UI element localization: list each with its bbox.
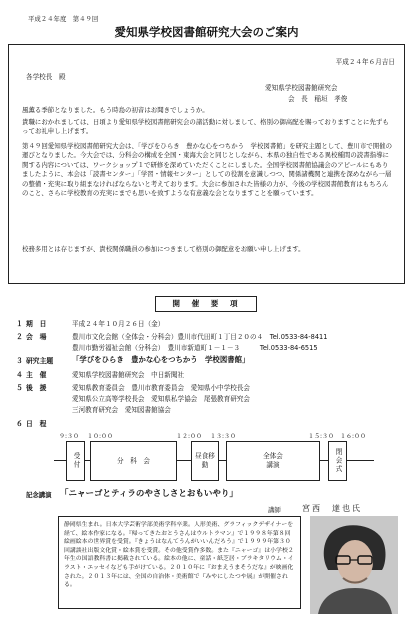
speaker-photo: [310, 516, 398, 614]
speaker-bio: 静岡県生まれ。日本大学芸術学部美術学科卒業。人形美術、グラフィックデザイナーを経て、絵本作家になる。『帰ってきたおとうさんはウルトラマン』で１９９８年第８回絵画絵本の世界賞を受賞。『きょうはなんてうんがいいんだろう』で１９９９年第３０回講談社出版文化賞・絵本賞を受賞。その他受賞作多数。また『ニャーゴ』は小学校２年生の国語教科書に掲載されている。絵本の他に、童話・紙芝居・ブラキタリウム・イラスト・エッセイなども手がけている。２０１０年に『おまえうまそうだな』が映画化された。２０１３年には、全国の自治体・美術館で『みやにしたつや展』が開催される。: [64, 522, 294, 589]
letter-date: 平成２４年６月吉日: [335, 58, 395, 66]
schedule-closing: 閉会式: [328, 441, 347, 481]
letter-paragraph-2: 貴職におかれましては、日頃より愛知県学校図書館研究会の諸活動に対しまして、格別の御高配を賜っておりますことに先ずもってお礼申し上げます。: [22, 118, 389, 136]
time-930: ９:３０: [59, 433, 80, 440]
schedule-sessions: 分 科 会: [90, 441, 177, 481]
time-1530: １５:３０: [308, 433, 335, 440]
lecture-kicker: 記念講演: [26, 491, 52, 499]
schedule-lecture-label: 講演: [266, 461, 280, 469]
letter-recipient: 各学校長 殿: [26, 73, 66, 81]
schedule-reception: 受付: [66, 441, 85, 481]
item-number-2: ２: [16, 333, 23, 341]
speaker-name: 宮西 達也氏: [302, 504, 362, 513]
item-label-venue: 会 場: [26, 333, 47, 341]
item-number-1: １: [16, 320, 23, 328]
letter-paragraph-3: 第４９回愛知県学校図書館研究大会は、「学びをひらき 豊かな心をつちかう 学校図書館」を研究主題として、豊川市で開催の運びとなりました。今大会では、分科会の構成を全国・東海大会と同じとしながら、本県の独自性である異校種間の読書指導に関する内容については、ワークショップ１で研修を深めていただくことにしました。全国学校図書館協議会のアピールにもありましたように、本会は「読書センター」「学習・情報センター」としての役割を意識しつつ、関係諸機関と連携を深めながら一層の整備・充実に取り組まなければならないと考えております。大会に参加された皆様の力が、今後の学校図書館教育はもちろんのこと、さらに学校教育の充実にまでも思いを致すような有意義な会となりますことを願っています。: [22, 142, 393, 198]
item-number-4: ４: [16, 371, 23, 379]
item-label-organizer: 主 催: [26, 371, 47, 379]
item-label-schedule: 日 程: [26, 420, 47, 428]
item-number-6: ６: [16, 420, 23, 428]
item-text-sponsor-2: 愛知県公立高等学校長会 愛知県私学協会 尾張教育研究会: [72, 395, 251, 403]
event-edition: 平成２４年度 第４９回: [28, 15, 99, 23]
item-text-sponsor-1: 愛知県教育委員会 豊川市教育委員会 愛知県小中学校長会: [72, 384, 251, 392]
item-label-theme: 研究主題: [26, 357, 54, 365]
item-text-date: 平成２４年１０月２６日（金）: [72, 320, 165, 328]
letter-paragraph-1: 風薫る季節となりました。もう時島の初音はお聞きでしょうか。: [22, 106, 209, 114]
item-label-sponsor: 後 援: [26, 384, 47, 392]
item-text-organizer: 愛知県学校図書館研究会 中日新聞社: [72, 371, 185, 379]
item-text-venue-2: 豊川市勤労福祉会館（分科会） 豊川市新道町１－１－３ Tel.0533-84-6515: [72, 344, 318, 352]
time-1330: １３:３０: [210, 433, 237, 440]
lecture-title: 「ニャーゴとティラのやさしさとおもいやり」: [60, 489, 238, 499]
letter-sender-name: 会 長 稲垣 孝俊: [288, 95, 348, 103]
item-text-venue-1: 豊川市文化会館（全体会・分科会）豊川市代田町１丁目２０の４ Tel.0533-84-8411: [72, 333, 328, 341]
item-number-3: ３: [16, 357, 23, 365]
outline-heading: 開 催 要 項: [155, 296, 257, 312]
item-text-sponsor-3: 三河教育研究会 愛知図書館協会: [72, 406, 171, 414]
time-1600: １６:００: [340, 433, 367, 440]
letter-paragraph-4: 校務多用とは存じますが、貴校関係職員の参加につきまして格別の御配意をお願い申し上げます。: [22, 245, 305, 253]
page-title: 愛知県学校図書館研究大会のご案内: [114, 25, 299, 39]
speaker-label: 講師: [268, 506, 281, 514]
schedule-plenary-label: 全体会: [263, 452, 283, 460]
letter-sender-org: 愛知県学校図書館研究会: [265, 84, 338, 92]
item-number-5: ５: [16, 384, 23, 392]
time-1000: １０:００: [87, 433, 114, 440]
time-1200: １２:００: [176, 433, 203, 440]
schedule-lunch: 昼食移動: [191, 441, 219, 481]
item-text-theme: 「学びをひらき 豊かな心をつちかう 学校図書館」: [72, 355, 250, 364]
schedule-plenary: [226, 441, 320, 481]
item-label-date: 期 日: [26, 320, 47, 328]
